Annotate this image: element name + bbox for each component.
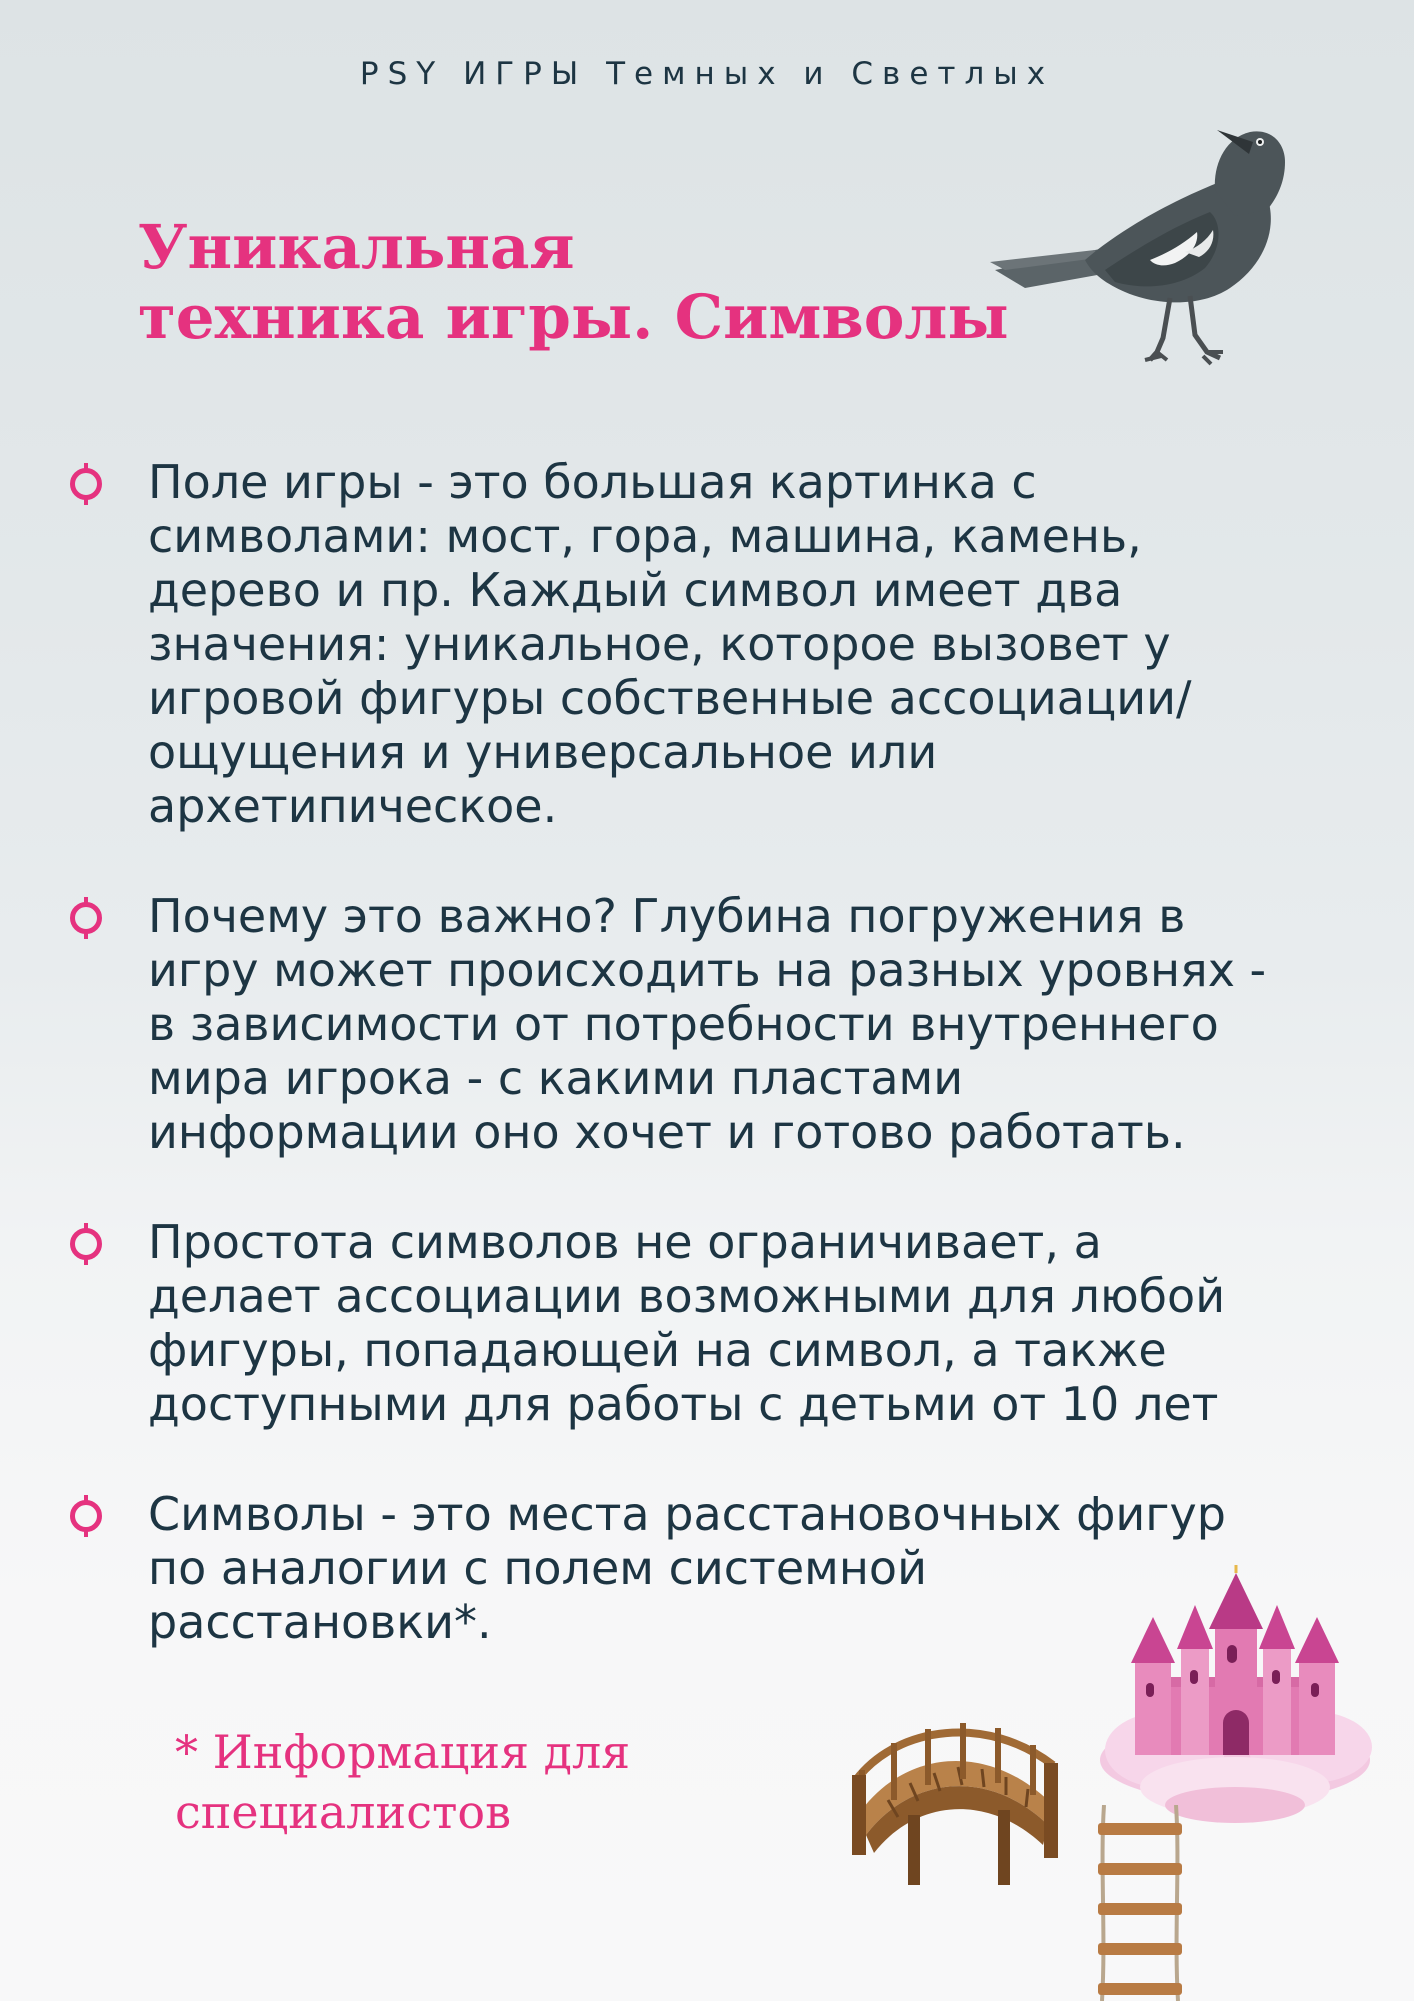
bullet-list xyxy=(60,455,1380,1705)
bullet-line: игровой фигуры собственные ассоциации/ xyxy=(148,671,1192,725)
bullet-line: Почему это важно? Глубина погружения в xyxy=(148,889,1186,943)
bullet-item xyxy=(60,455,1380,833)
bridge-icon xyxy=(848,1695,1063,1890)
footnote xyxy=(175,1722,735,1842)
bullet-line: мира игрока - с какими пластами xyxy=(148,1051,964,1105)
bullet-line: игру может происходить на разных уровнях - xyxy=(148,943,1267,997)
bullet-marker-icon xyxy=(70,1500,102,1532)
brand-header: PSY ИГРЫ Темных и Светлых xyxy=(359,56,1055,92)
bullet-line: информации оно хочет и готово работать. xyxy=(148,1105,1186,1159)
bullet-line: Поле игры - это большая картинка с xyxy=(148,455,1037,509)
bullet-line: значения: уникальное, которое вызовет у xyxy=(148,617,1171,671)
bullet-line: расстановки*. xyxy=(148,1595,492,1649)
ladder-icon xyxy=(1090,1805,1190,2001)
castle-icon xyxy=(1095,1565,1375,1845)
bullet-item xyxy=(60,889,1380,1159)
bullet-line: доступными для работы с детьми от 10 лет xyxy=(148,1377,1219,1431)
bullet-line: в зависимости от потребности внутреннего xyxy=(148,997,1219,1051)
bullet-text xyxy=(148,1215,1380,1431)
bullet-line: по аналогии с полем системной xyxy=(148,1541,927,1595)
bullet-line: Простота символов не ограничивает, а xyxy=(148,1215,1102,1269)
footnote-line-1: * Информация для xyxy=(175,1725,631,1779)
bullet-item xyxy=(60,1215,1380,1431)
bullet-line: ощущения и универсальное или xyxy=(148,725,938,779)
crow-icon xyxy=(985,120,1295,370)
bullet-marker-icon xyxy=(70,1228,102,1260)
bullet-line: фигуры, попадающей на символ, а также xyxy=(148,1323,1167,1377)
title-line-1: Уникальная xyxy=(138,212,575,283)
bullet-line: архетипическое. xyxy=(148,779,558,833)
bullet-text xyxy=(148,455,1380,833)
bullet-marker-icon xyxy=(70,902,102,934)
bullet-line: символами: мост, гора, машина, камень, xyxy=(148,509,1142,563)
footnote-line-2: специалистов xyxy=(175,1785,511,1839)
bullet-line: Символы - это места расстановочных фигур xyxy=(148,1487,1226,1541)
bullet-line: делает ассоциации возможными для любой xyxy=(148,1269,1226,1323)
page-title xyxy=(138,213,1068,353)
bullet-line: дерево и пр. Каждый символ имеет два xyxy=(148,563,1123,617)
title-line-2: техника игры. Символы xyxy=(138,282,1009,353)
bullet-marker-icon xyxy=(70,468,102,500)
bullet-text xyxy=(148,889,1380,1159)
